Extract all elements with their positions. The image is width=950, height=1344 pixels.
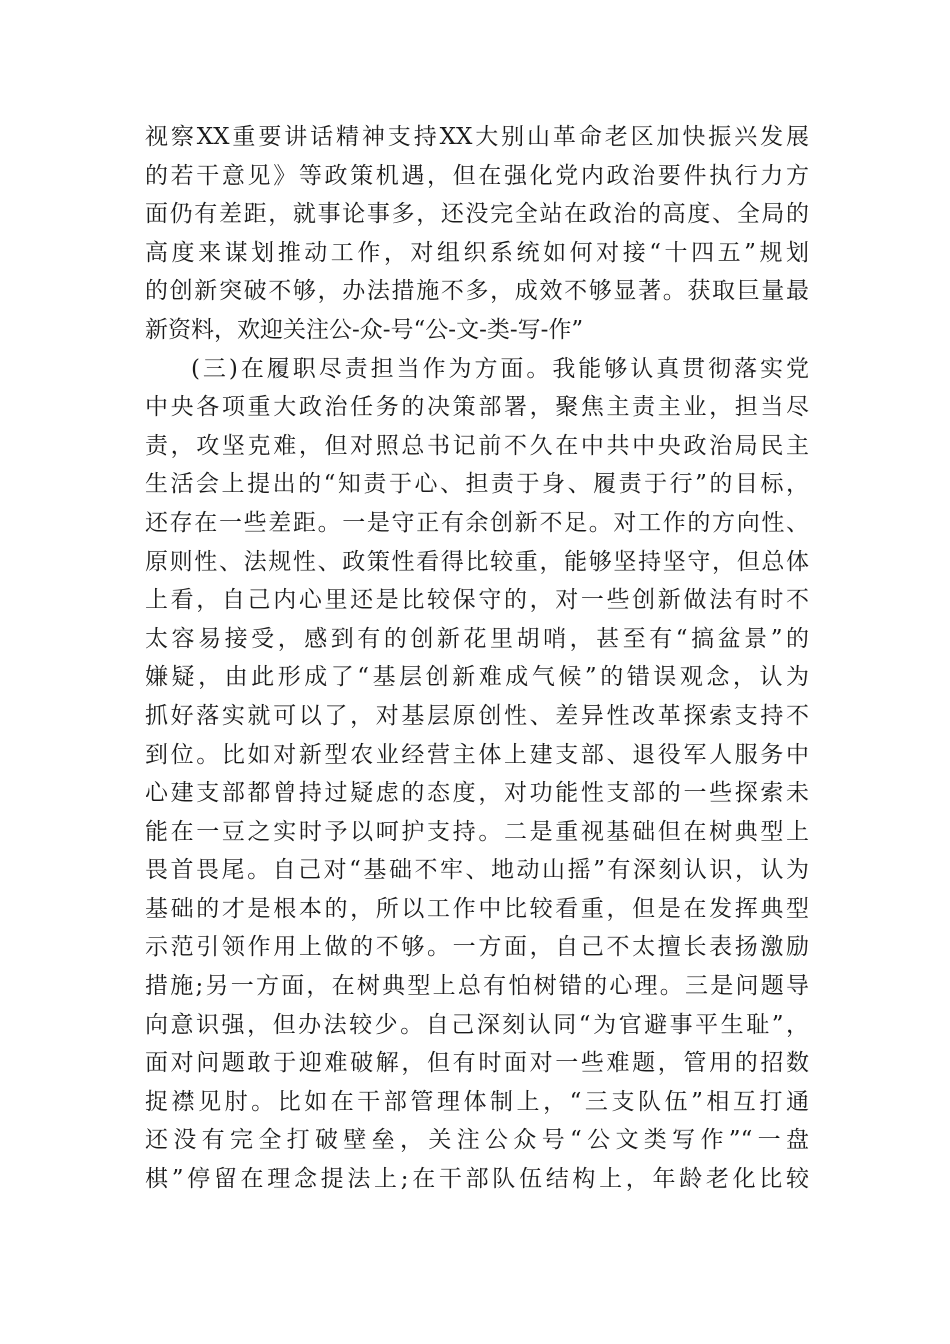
text-line: 措施;另一方面，在树典型上总有怕树错的心理。三是问题导 xyxy=(145,973,809,1000)
text-line: 到位。比如对新型农业经营主体上建支部、退役军人服务中 xyxy=(145,741,809,768)
text-line: 基础的才是根本的，所以工作中比较看重，但是在发挥典型 xyxy=(145,895,809,922)
text-line: 原则性、法规性、政策性看得比较重，能够坚持坚守，但总体 xyxy=(145,548,809,575)
text-line: 生活会上提出的“知责于心、担责于身、履责于行”的目标， xyxy=(145,471,809,498)
text-line: 向意识强，但办法较少。自己深刻认同“为官避事平生耻”， xyxy=(145,1011,809,1038)
text-line: 新资料，欢迎关注公-众-号“公-文-类-写-作” xyxy=(145,316,584,343)
text-line: 还存在一些差距。一是守正有余创新不足。对工作的方向性、 xyxy=(145,509,809,536)
text-line: 还没有完全打破壁垒，关注公众号“公文类写作”“一盘 xyxy=(145,1127,809,1154)
text-line: 视察XX重要讲话精神支持XX大别山革命老区加快振兴发展 xyxy=(145,124,809,150)
text-line: 面对问题敢于迎难破解，但有时面对一些难题，管用的招数 xyxy=(145,1050,809,1077)
text-line: 示范引领作用上做的不够。一方面，自己不太擅长表扬激励 xyxy=(145,934,809,961)
text-line: 畏首畏尾。自己对“基础不牢、地动山摇”有深刻认识，认为 xyxy=(145,857,809,884)
text-line: 心建支部都曾持过疑虑的态度，对功能性支部的一些探索未 xyxy=(145,780,809,807)
paragraph-start-line: (三)在履职尽责担当作为方面。我能够认真贯彻落实党 xyxy=(191,355,809,382)
text-line: 抓好落实就可以了，对基层原创性、差异性改革探索支持不 xyxy=(145,702,809,729)
text-line: 责，攻坚克难，但对照总书记前不久在中共中央政治局民主 xyxy=(145,432,809,459)
text-line: 嫌疑，由此形成了“基层创新难成气候”的错误观念，认为 xyxy=(145,664,809,691)
text-line: 捉襟见肘。比如在干部管理体制上，“三支队伍”相互打通 xyxy=(145,1088,809,1115)
text-line: 上看，自己内心里还是比较保守的，对一些创新做法有时不 xyxy=(145,587,809,614)
text-line: 太容易接受，感到有的创新花里胡哨，甚至有“搞盆景”的 xyxy=(145,625,809,652)
text-line: 能在一豆之实时予以呵护支持。二是重视基础但在树典型上 xyxy=(145,818,809,845)
document-body xyxy=(145,118,809,1199)
text-line: 高度来谋划推动工作，对组织系统如何对接“十四五”规划 xyxy=(145,239,809,266)
text-line: 面仍有差距，就事论事多，还没完全站在政治的高度、全局的 xyxy=(145,201,809,228)
text-line: 棋”停留在理念提法上;在干部队伍结构上，年龄老化比较 xyxy=(145,1166,809,1193)
text-line: 的创新突破不够，办法措施不多，成效不够显著。获取巨量最 xyxy=(145,278,809,305)
text-line: 中央各项重大政治任务的决策部署，聚焦主责主业，担当尽 xyxy=(145,394,809,421)
text-line: 的若干意见》等政策机遇，但在强化党内政治要件执行力方 xyxy=(145,162,809,189)
